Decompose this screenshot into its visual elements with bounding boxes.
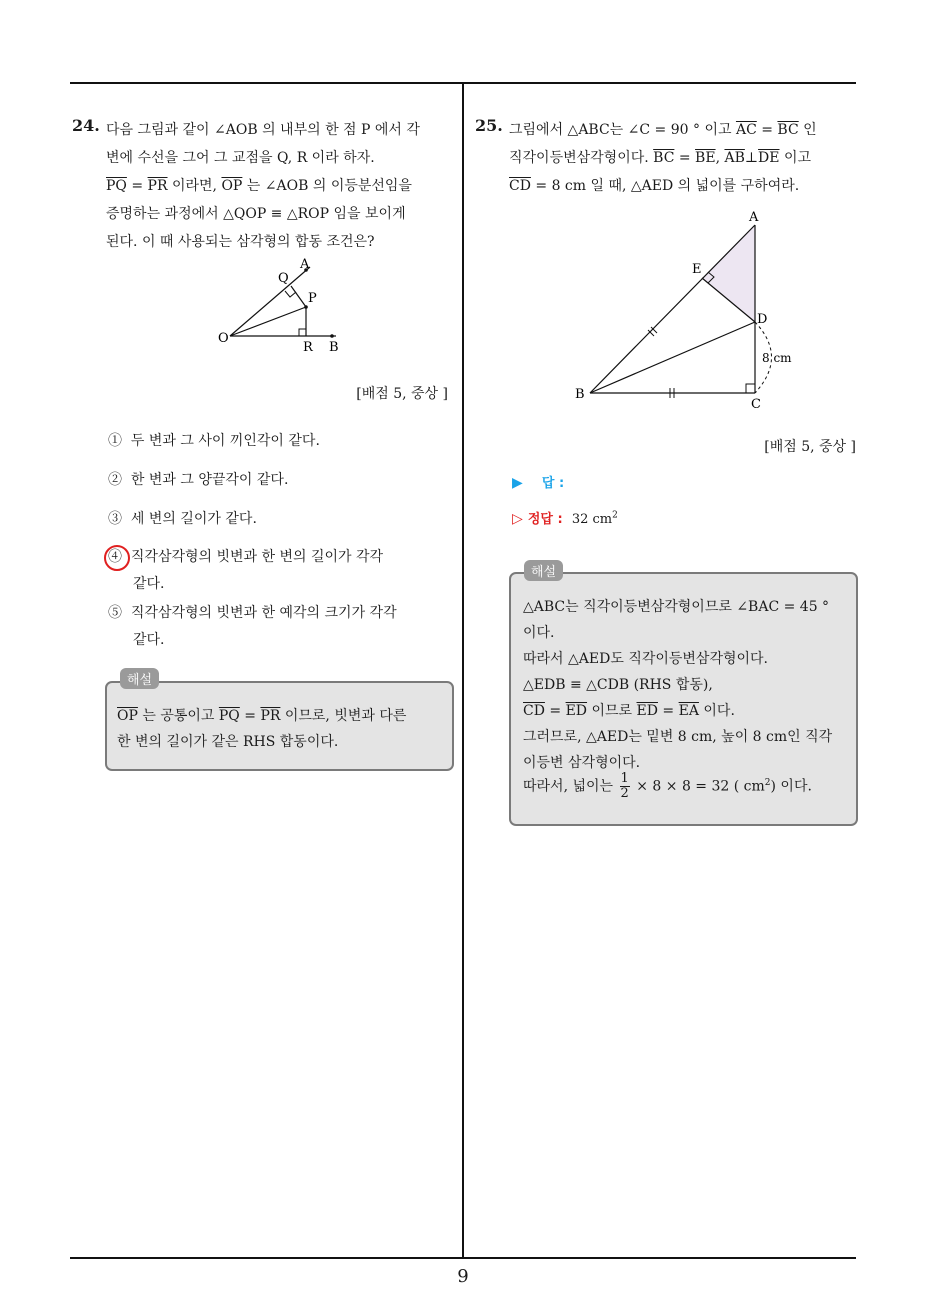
segment-bd bbox=[590, 322, 755, 393]
fraction-one-half bbox=[620, 772, 630, 801]
segment-cd: $\overline{CD}$ bbox=[523, 703, 545, 719]
right-angle-mark-c bbox=[746, 384, 755, 393]
right-angle-mark-q bbox=[285, 291, 296, 297]
segment-pr: $\overline{PR}$ bbox=[260, 708, 281, 724]
perpendicular-symbol: ⊥ bbox=[744, 150, 759, 166]
equals: = bbox=[126, 178, 148, 194]
side-ab bbox=[590, 225, 755, 393]
equals: = bbox=[657, 703, 679, 719]
text: = 8 cm 일 때, △AED 의 넓이를 구하여라. bbox=[530, 178, 800, 194]
text: , bbox=[715, 150, 725, 166]
explanation-line: △ABC는 직각이등변삼각형이므로 ∠BAC = 45 ° bbox=[523, 599, 830, 615]
score-label: [배점 5, 중상 ] bbox=[356, 386, 448, 402]
explanation-line: 한 변의 길이가 같은 RHS 합동이다. bbox=[117, 734, 339, 750]
label-a: A bbox=[300, 257, 310, 272]
segment-op: $\overline{OP}$ bbox=[117, 708, 138, 724]
label-c: C bbox=[751, 397, 761, 412]
equals: = bbox=[544, 703, 566, 719]
choice-text-cont: 같다. bbox=[133, 576, 165, 592]
explanation-tag: 해설 bbox=[524, 560, 563, 581]
segment-ab: $\overline{AB}$ bbox=[724, 150, 745, 166]
question-text-line bbox=[106, 172, 412, 200]
segment-cd: $\overline{CD}$ bbox=[509, 178, 531, 194]
ray-oa bbox=[230, 267, 310, 336]
segment-ed: $\overline{ED}$ bbox=[636, 703, 658, 719]
correct-answer-row bbox=[512, 508, 618, 527]
text: 인 bbox=[798, 122, 817, 138]
question-text-line bbox=[509, 144, 811, 172]
question-number: 24. bbox=[72, 116, 100, 135]
text: 는 ∠AOB 의 이등분선임을 bbox=[242, 178, 412, 194]
segment-de: $\overline{DE}$ bbox=[758, 150, 780, 166]
label-length: 8 cm bbox=[762, 351, 792, 365]
text: 이고 bbox=[779, 150, 811, 166]
choice-2[interactable] bbox=[108, 467, 288, 494]
label-o: O bbox=[218, 331, 229, 346]
segment-be: $\overline{BE}$ bbox=[695, 150, 716, 166]
choice-4[interactable] bbox=[108, 544, 383, 598]
explanation-line bbox=[523, 770, 812, 801]
segment-pq: $\overline{PQ}$ bbox=[218, 708, 240, 724]
play-arrow-icon: ▶ bbox=[512, 475, 523, 491]
segment-op: $\overline{OP}$ bbox=[221, 178, 243, 194]
explanation-line: 이다. bbox=[523, 625, 555, 641]
angle-bisector-figure bbox=[210, 252, 360, 357]
text: 는 공통이고 bbox=[137, 708, 219, 724]
segment-pq-line bbox=[291, 286, 306, 307]
explanation-line bbox=[117, 703, 406, 729]
segment-ac: $\overline{AC}$ bbox=[735, 122, 757, 138]
label-p: P bbox=[308, 291, 317, 306]
label-r: R bbox=[303, 340, 313, 355]
score-label: [배점 5, 중상 ] bbox=[764, 439, 856, 455]
label-d: D bbox=[757, 312, 768, 327]
explanation-line: 이등변 삼각형이다. bbox=[523, 755, 641, 771]
explanation-line bbox=[523, 698, 735, 724]
value: 32 cm bbox=[571, 512, 613, 527]
choice-number: ① bbox=[108, 433, 122, 449]
column-divider bbox=[462, 82, 464, 1258]
choice-number: ③ bbox=[108, 511, 122, 527]
equals: = bbox=[239, 708, 261, 724]
right-isosceles-triangle-figure bbox=[570, 205, 800, 415]
choice-number: ⑤ bbox=[108, 605, 122, 621]
choice-text: 한 변과 그 양끝각이 같다. bbox=[130, 472, 289, 488]
text: 직각이등변삼각형이다. bbox=[509, 150, 654, 166]
numerator: 1 bbox=[620, 771, 629, 787]
question-text-line: 변에 수선을 그어 그 교점을 Q, R 이라 하자. bbox=[106, 150, 375, 166]
choice-text: 직각삼각형의 빗변과 한 변의 길이가 각각 bbox=[130, 549, 384, 565]
question-number: 25. bbox=[475, 116, 503, 135]
segment-ed: $\overline{ED}$ bbox=[565, 703, 588, 719]
bottom-rule bbox=[70, 1257, 856, 1259]
choice-text: 두 변과 그 사이 끼인각이 같다. bbox=[130, 433, 320, 449]
selected-answer-circle-icon bbox=[104, 545, 130, 571]
text: 이므로 bbox=[587, 703, 637, 719]
text: 그림에서 △ABC는 ∠C = 90 ° 이고 bbox=[509, 122, 736, 138]
correct-answer-value bbox=[572, 512, 618, 527]
explanation-line: 그러므로, △AED는 밑변 8 cm, 높이 8 cm인 직각 bbox=[523, 729, 833, 745]
superscript: 2 bbox=[764, 778, 771, 788]
question-text-line bbox=[509, 116, 817, 144]
question-text-line bbox=[509, 172, 799, 200]
label-a: A bbox=[749, 210, 759, 225]
text: 따라서, 넓이는 bbox=[523, 778, 618, 795]
segment-pq: $\overline{PQ}$ bbox=[106, 178, 127, 194]
choice-number: ④ bbox=[108, 549, 122, 565]
answer-row bbox=[512, 472, 564, 491]
choice-number: ② bbox=[108, 472, 122, 488]
segment-bc: $\overline{BC}$ bbox=[653, 150, 675, 166]
superscript: 2 bbox=[612, 510, 618, 521]
segment-op-line bbox=[230, 307, 306, 336]
page-number: 9 bbox=[457, 1266, 469, 1287]
outline-arrow-icon: ▷ bbox=[512, 511, 523, 527]
explanation-line: 따라서 △AED도 직각이등변삼각형이다. bbox=[523, 651, 769, 667]
label-b: B bbox=[329, 340, 339, 355]
choice-text-cont: 같다. bbox=[133, 632, 165, 648]
text: 이라면, bbox=[167, 178, 222, 194]
choice-1[interactable] bbox=[108, 428, 320, 455]
right-angle-mark-r bbox=[299, 329, 306, 336]
answer-label: 답 : bbox=[541, 476, 565, 491]
explanation-box bbox=[509, 572, 858, 826]
label-e: E bbox=[692, 262, 702, 277]
text: × 8 × 8 = 32 ( cm bbox=[631, 778, 765, 795]
label-b: B bbox=[575, 387, 585, 402]
equals: = bbox=[756, 122, 778, 138]
segment-bc: $\overline{BC}$ bbox=[777, 122, 799, 138]
explanation-box bbox=[105, 681, 454, 771]
text: ) 이다. bbox=[770, 778, 812, 795]
choice-5[interactable] bbox=[108, 600, 397, 654]
text: 이다. bbox=[698, 703, 735, 719]
label-q: Q bbox=[278, 271, 289, 286]
explanation-line: △EDB ≡ △CDB (RHS 합동), bbox=[523, 677, 713, 693]
denominator: 2 bbox=[620, 786, 629, 802]
explanation-tag: 해설 bbox=[120, 668, 159, 689]
choice-text: 직각삼각형의 빗변과 한 예각의 크기가 각각 bbox=[130, 605, 397, 621]
question-text-line: 증명하는 과정에서 △QOP ≡ △ROP 임을 보이게 bbox=[106, 206, 406, 222]
choice-3[interactable] bbox=[108, 506, 257, 533]
question-text-line: 된다. 이 때 사용되는 삼각형의 합동 조건은? bbox=[106, 234, 375, 250]
correct-answer-label: 정답 : bbox=[527, 512, 563, 527]
choice-text: 세 변의 길이가 같다. bbox=[130, 511, 257, 527]
text: 이므로, 빗변과 다른 bbox=[280, 708, 407, 724]
segment-ea: $\overline{EA}$ bbox=[678, 703, 699, 719]
segment-pr: $\overline{PR}$ bbox=[147, 178, 168, 194]
equals: = bbox=[674, 150, 696, 166]
question-text-line: 다음 그림과 같이 ∠AOB 의 내부의 한 점 P 에서 각 bbox=[106, 122, 420, 138]
point-b-dot bbox=[330, 334, 334, 338]
